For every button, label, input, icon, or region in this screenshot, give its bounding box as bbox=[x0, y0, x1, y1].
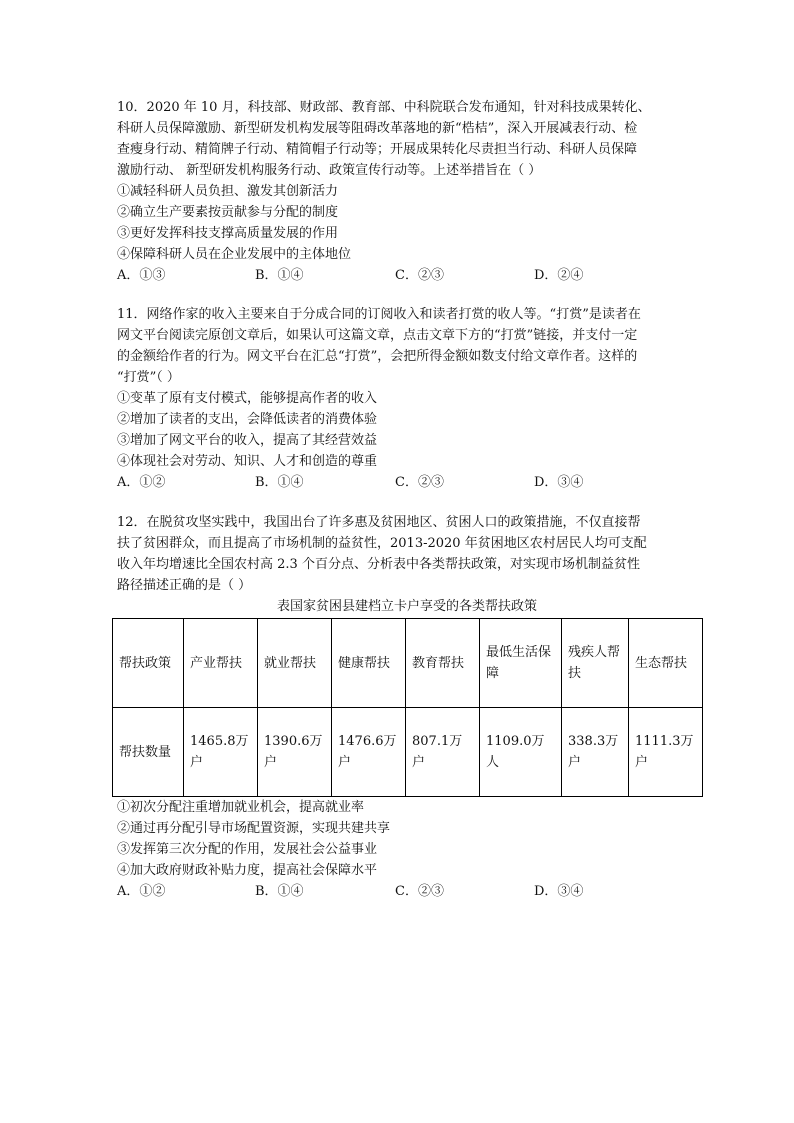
table-row bbox=[113, 708, 703, 797]
statement: ①变革了原有支付模式，能够提高作者的收入 bbox=[117, 391, 378, 406]
statement: ④加大政府财政补贴力度，提高社会保障水平 bbox=[117, 863, 378, 878]
question-stem-line: 10．2020 年 10 月，科技部、财政部、教育部、中科院联合发布通知，针对科技成果转化、 bbox=[117, 100, 651, 115]
option-d: D．③④ bbox=[534, 475, 584, 490]
question-10 bbox=[117, 97, 697, 286]
statement: ①减轻科研人员负担、激发其创新活力 bbox=[117, 184, 339, 199]
statement: ③更好发挥科技支撑高质量发展的作用 bbox=[117, 226, 339, 241]
policy-table bbox=[112, 618, 703, 797]
answer-options bbox=[117, 472, 697, 493]
question-stem-line: 的金额给作者的行为。网文平台在汇总“打赏”，会把所得金额如数支付给文章作者。这样的 bbox=[117, 349, 638, 364]
question-stem-line: 网文平台阅读完原创文章后，如果认可这篇文章，点击文章下方的“打赏”链接，并支付一定 bbox=[117, 328, 638, 343]
table-cell: 807.1万户 bbox=[406, 708, 480, 797]
option-b: B．①④ bbox=[255, 268, 304, 283]
table-cell: 生态帮扶 bbox=[629, 619, 703, 708]
option-d: D．②④ bbox=[534, 268, 584, 283]
statement: ①初次分配注重增加就业机会，提高就业率 bbox=[117, 800, 365, 815]
statement: ②确立生产要素按贡献参与分配的制度 bbox=[117, 205, 339, 220]
table-cell: 338.3万户 bbox=[562, 708, 629, 797]
table-cell: 健康帮扶 bbox=[332, 619, 406, 708]
table-cell: 1465.8万户 bbox=[184, 708, 258, 797]
statement: ②增加了读者的支出，会降低读者的消费体验 bbox=[117, 412, 378, 427]
table-cell: 就业帮扶 bbox=[258, 619, 332, 708]
table-cell: 帮扶数量 bbox=[113, 708, 184, 797]
answer-options bbox=[117, 265, 697, 286]
table-cell: 最低生活保障 bbox=[480, 619, 562, 708]
question-11 bbox=[117, 304, 697, 493]
question-stem-line: 路径描述正确的是（ ） bbox=[117, 578, 252, 593]
question-stem-line: “打赏”（ ） bbox=[117, 370, 180, 385]
table-cell: 帮扶政策 bbox=[113, 619, 184, 708]
question-12 bbox=[117, 512, 697, 902]
option-a: A．①③ bbox=[117, 268, 166, 283]
question-stem-line: 11．网络作家的收入主要来自于分成合同的订阅收入和读者打赏的收人等。“打赏”是读者在 bbox=[117, 307, 641, 322]
table-header-row bbox=[113, 619, 703, 708]
option-a: A．①② bbox=[117, 884, 166, 899]
statement: ②通过再分配引导市场配置资源，实现共建共享 bbox=[117, 821, 391, 836]
question-stem-line: 查瘦身行动、精简牌子行动、精简帽子行动等；开展成果转化尽责担当行动、科研人员保障 bbox=[117, 142, 638, 157]
question-stem-line: 科研人员保障激励、新型研发机构发展等阻碍改革落地的新“梏桔”，深入开展减表行动、检 bbox=[117, 121, 638, 136]
statement: ④保障科研人员在企业发展中的主体地位 bbox=[117, 247, 352, 262]
table-cell: 产业帮扶 bbox=[184, 619, 258, 708]
question-stem-line: 收入年均增速比全国农村高 2.3 个百分点、分析表中各类帮扶政策，对实现市场机制益贫性 bbox=[117, 557, 640, 572]
statement: ④体现社会对劳动、知识、人才和创造的尊重 bbox=[117, 454, 378, 469]
option-d: D．③④ bbox=[534, 884, 584, 899]
table-cell: 教育帮扶 bbox=[406, 619, 480, 708]
statement: ③发挥第三次分配的作用，发展社会公益事业 bbox=[117, 842, 378, 857]
table-cell: 残疾人帮扶 bbox=[562, 619, 629, 708]
statement: ③增加了网文平台的收入，提高了其经营效益 bbox=[117, 433, 378, 448]
question-stem-line: 12．在脱贫攻坚实践中，我国出台了许多惠及贫困地区、贫困人口的政策措施，不仅直接帮 bbox=[117, 515, 641, 530]
option-b: B．①④ bbox=[255, 475, 304, 490]
option-a: A．①② bbox=[117, 475, 166, 490]
option-b: B．①④ bbox=[255, 884, 304, 899]
question-stem-line: 扶了贫困群众，而且提高了市场机制的益贫性，2013-2020 年贫困地区农村居民人均可支配 bbox=[117, 536, 647, 551]
table-cell: 1390.6万户 bbox=[258, 708, 332, 797]
table-cell: 1476.6万户 bbox=[332, 708, 406, 797]
answer-options bbox=[117, 881, 697, 902]
option-c: C．②③ bbox=[395, 884, 444, 899]
table-caption: 表国家贫困县建档立卡户享受的各类帮扶政策 bbox=[276, 599, 537, 614]
option-c: C．②③ bbox=[395, 475, 444, 490]
question-stem-line: 激励行动、 新型研发机构服务行动、政策宣传行动等。上述举措旨在（ ） bbox=[117, 163, 542, 178]
table-cell: 1109.0万人 bbox=[480, 708, 562, 797]
table-cell: 1111.3万户 bbox=[629, 708, 703, 797]
option-c: C．②③ bbox=[395, 268, 444, 283]
